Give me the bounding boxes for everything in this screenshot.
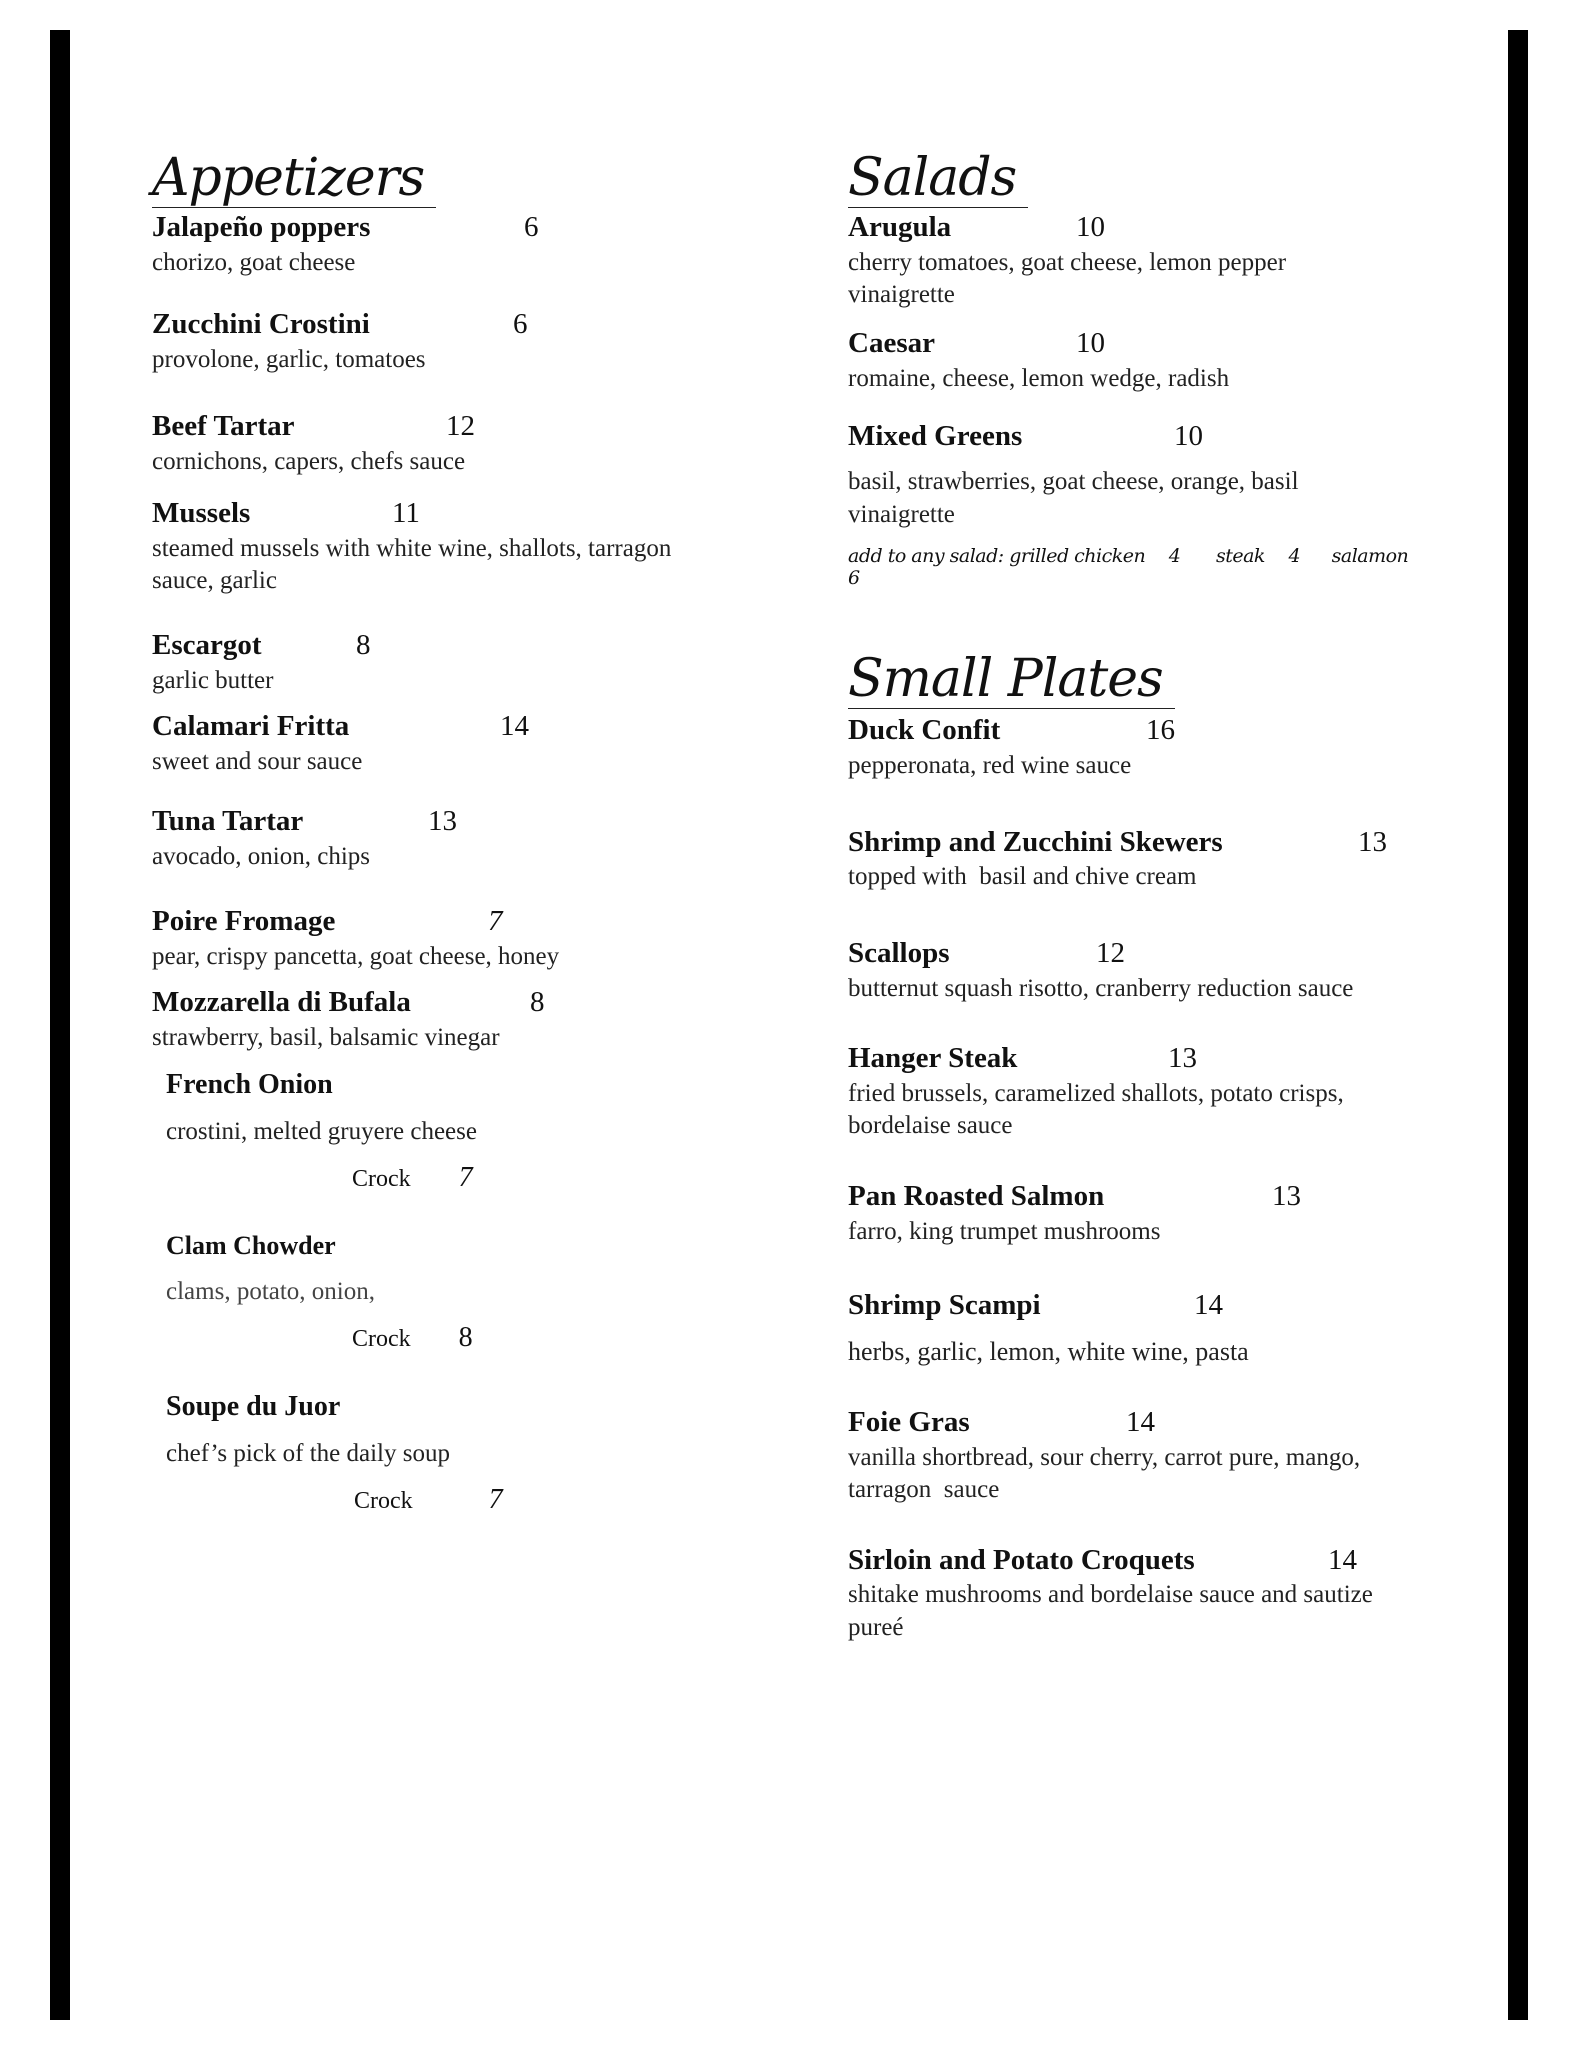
right-border-strip [1508, 30, 1528, 2020]
salad-addon-note [848, 545, 1448, 589]
left-border-strip [50, 30, 70, 2020]
small-plates-heading: Small Plates [848, 651, 1175, 709]
item-description: provolone, garlic, tomatoes [152, 346, 426, 374]
menu-item-arugula [848, 210, 1448, 312]
soup-du-jour [152, 1390, 712, 1516]
menu-item-calamari-fritta [152, 709, 712, 778]
crock-label: Crock [352, 1326, 411, 1353]
item-price: 14 [1194, 1289, 1223, 1322]
item-name: Beef Tartar [152, 409, 295, 442]
crock-label: Crock [352, 1166, 411, 1193]
item-price: 13 [1168, 1042, 1197, 1075]
left-column [152, 150, 712, 1516]
salads-heading: Salads [848, 150, 1028, 208]
item-description: vanilla shortbread, sour cherry, carrot pure, mango, [848, 1443, 1361, 1471]
soup-name: Clam Chowder [166, 1231, 336, 1261]
crock-line [166, 1322, 712, 1354]
item-name: Mixed Greens [848, 420, 1023, 453]
menu-item-pan-roasted-salmon [848, 1179, 1448, 1248]
item-price: 6 [513, 308, 528, 341]
addon-label: add to any salad: grilled chicken [848, 545, 1146, 568]
soup-description: clams, potato, onion, [166, 1277, 375, 1305]
item-price: 6 [524, 211, 539, 244]
menu-item-foie-gras [848, 1405, 1448, 1507]
crock-price: 8 [458, 1322, 473, 1354]
menu-item-mixed-greens [848, 419, 1448, 531]
menu-item-scallops [848, 936, 1448, 1005]
item-name: Foie Gras [848, 1405, 970, 1438]
appetizers-heading: Appetizers [152, 150, 436, 208]
item-description: butternut squash risotto, cranberry reduction sauce [848, 974, 1354, 1002]
item-description: steamed mussels with white wine, shallots, tarragon sauce, garlic [152, 534, 672, 595]
item-description-line-2: bordelaise sauce [848, 1112, 1013, 1140]
menu-item-jalapeno-poppers [152, 210, 712, 279]
item-description: pepperonata, red wine sauce [848, 752, 1132, 780]
menu-item-zucchini-crostini [152, 307, 712, 376]
item-description: garlic butter [152, 666, 274, 694]
item-description: chorizo, goat cheese [152, 248, 356, 276]
menu-item-caesar [848, 326, 1448, 395]
item-description: romaine, cheese, lemon wedge, radish [848, 364, 1230, 392]
item-name: Mozzarella di Bufala [152, 986, 411, 1019]
item-price: 10 [1076, 211, 1105, 244]
crock-label: Crock [354, 1488, 413, 1515]
item-price: 14 [1126, 1405, 1155, 1438]
soup-french-onion [152, 1068, 712, 1194]
item-name: Scallops [848, 936, 950, 969]
item-price: 10 [1076, 326, 1105, 359]
item-name: Arugula [848, 211, 952, 244]
item-name: Mussels [152, 497, 251, 530]
soup-clam-chowder [152, 1230, 712, 1354]
item-name: Caesar [848, 326, 935, 359]
item-price: 7 [488, 904, 503, 937]
menu-item-beef-tartar [152, 409, 712, 478]
menu-item-hanger-steak [848, 1041, 1448, 1143]
right-column [848, 150, 1448, 1644]
item-price: 12 [446, 409, 475, 442]
addon-salmon-label: salamon [1331, 545, 1409, 568]
item-name: Calamari Fritta [152, 710, 350, 743]
item-name: Shrimp Scampi [848, 1289, 1041, 1322]
addon-chicken-price: 4 [1168, 545, 1181, 568]
item-price: 10 [1174, 420, 1203, 453]
crock-line [166, 1484, 712, 1516]
item-description: fried brussels, caramelized shallots, potato crisps, [848, 1079, 1344, 1107]
soup-name: Soupe du Juor [166, 1391, 341, 1423]
menu-item-poire-fromage [152, 904, 712, 973]
soup-description: crostini, melted gruyere cheese [166, 1117, 477, 1145]
item-description: farro, king trumpet mushrooms [848, 1217, 1161, 1245]
item-name: Poire Fromage [152, 904, 336, 937]
item-description: strawberry, basil, balsamic vinegar [152, 1023, 500, 1051]
menu-item-escargot [152, 628, 712, 697]
item-price: 14 [500, 710, 529, 743]
item-price: 12 [1096, 936, 1125, 969]
soup-name: French Onion [166, 1069, 333, 1101]
item-name: Tuna Tartar [152, 805, 304, 838]
menu-item-mussels [152, 496, 712, 598]
item-name: Sirloin and Potato Croquets [848, 1543, 1195, 1576]
crock-price: 7 [488, 1484, 503, 1516]
item-price: 13 [428, 805, 457, 838]
item-description: avocado, onion, chips [152, 843, 371, 871]
item-price: 13 [1272, 1179, 1301, 1212]
item-description-line-2: tarragon sauce [848, 1476, 1000, 1504]
item-price: 8 [356, 628, 371, 661]
item-price: 13 [1358, 825, 1387, 858]
menu-item-duck-confit [848, 713, 1448, 782]
item-description: pear, crispy pancetta, goat cheese, honey [152, 942, 560, 970]
item-price: 16 [1146, 714, 1175, 747]
item-description: shitake mushrooms and bordelaise sauce and sautize pureé [848, 1581, 1373, 1641]
crock-price: 7 [458, 1162, 473, 1194]
item-name: Shrimp and Zucchini Skewers [848, 825, 1223, 858]
item-description: herbs, garlic, lemon, white wine, pasta [848, 1337, 1249, 1367]
item-name: Jalapeño poppers [152, 211, 371, 244]
menu-item-shrimp-scampi [848, 1288, 1448, 1369]
addon-steak-price: 4 [1288, 545, 1301, 568]
menu-item-sirloin-potato-croquets [848, 1543, 1448, 1645]
menu-item-tuna-tartar [152, 804, 712, 873]
item-name: Escargot [152, 628, 262, 661]
item-description: sweet and sour sauce [152, 747, 363, 775]
item-name: Pan Roasted Salmon [848, 1179, 1105, 1212]
item-name: Duck Confit [848, 714, 1001, 747]
item-price: 11 [392, 497, 420, 530]
item-description: cherry tomatoes, goat cheese, lemon pepper vinaigrette [848, 248, 1287, 309]
addon-steak-label: steak [1215, 545, 1265, 568]
soup-description: chef’s pick of the daily soup [166, 1439, 450, 1467]
item-price: 14 [1328, 1543, 1357, 1576]
item-description: cornichons, capers, chefs sauce [152, 447, 466, 475]
crock-line [166, 1162, 712, 1194]
addon-salmon-price: 6 [848, 567, 860, 590]
item-description: topped with basil and chive cream [848, 863, 1197, 891]
menu-item-shrimp-zucchini-skewers [848, 825, 1448, 894]
item-name: Hanger Steak [848, 1042, 1018, 1075]
item-name: Zucchini Crostini [152, 308, 370, 341]
item-description: basil, strawberries, goat cheese, orange, basil vinaigrette [848, 468, 1299, 528]
item-price: 8 [530, 986, 545, 1019]
menu-item-mozzarella-di-bufala [152, 985, 712, 1054]
